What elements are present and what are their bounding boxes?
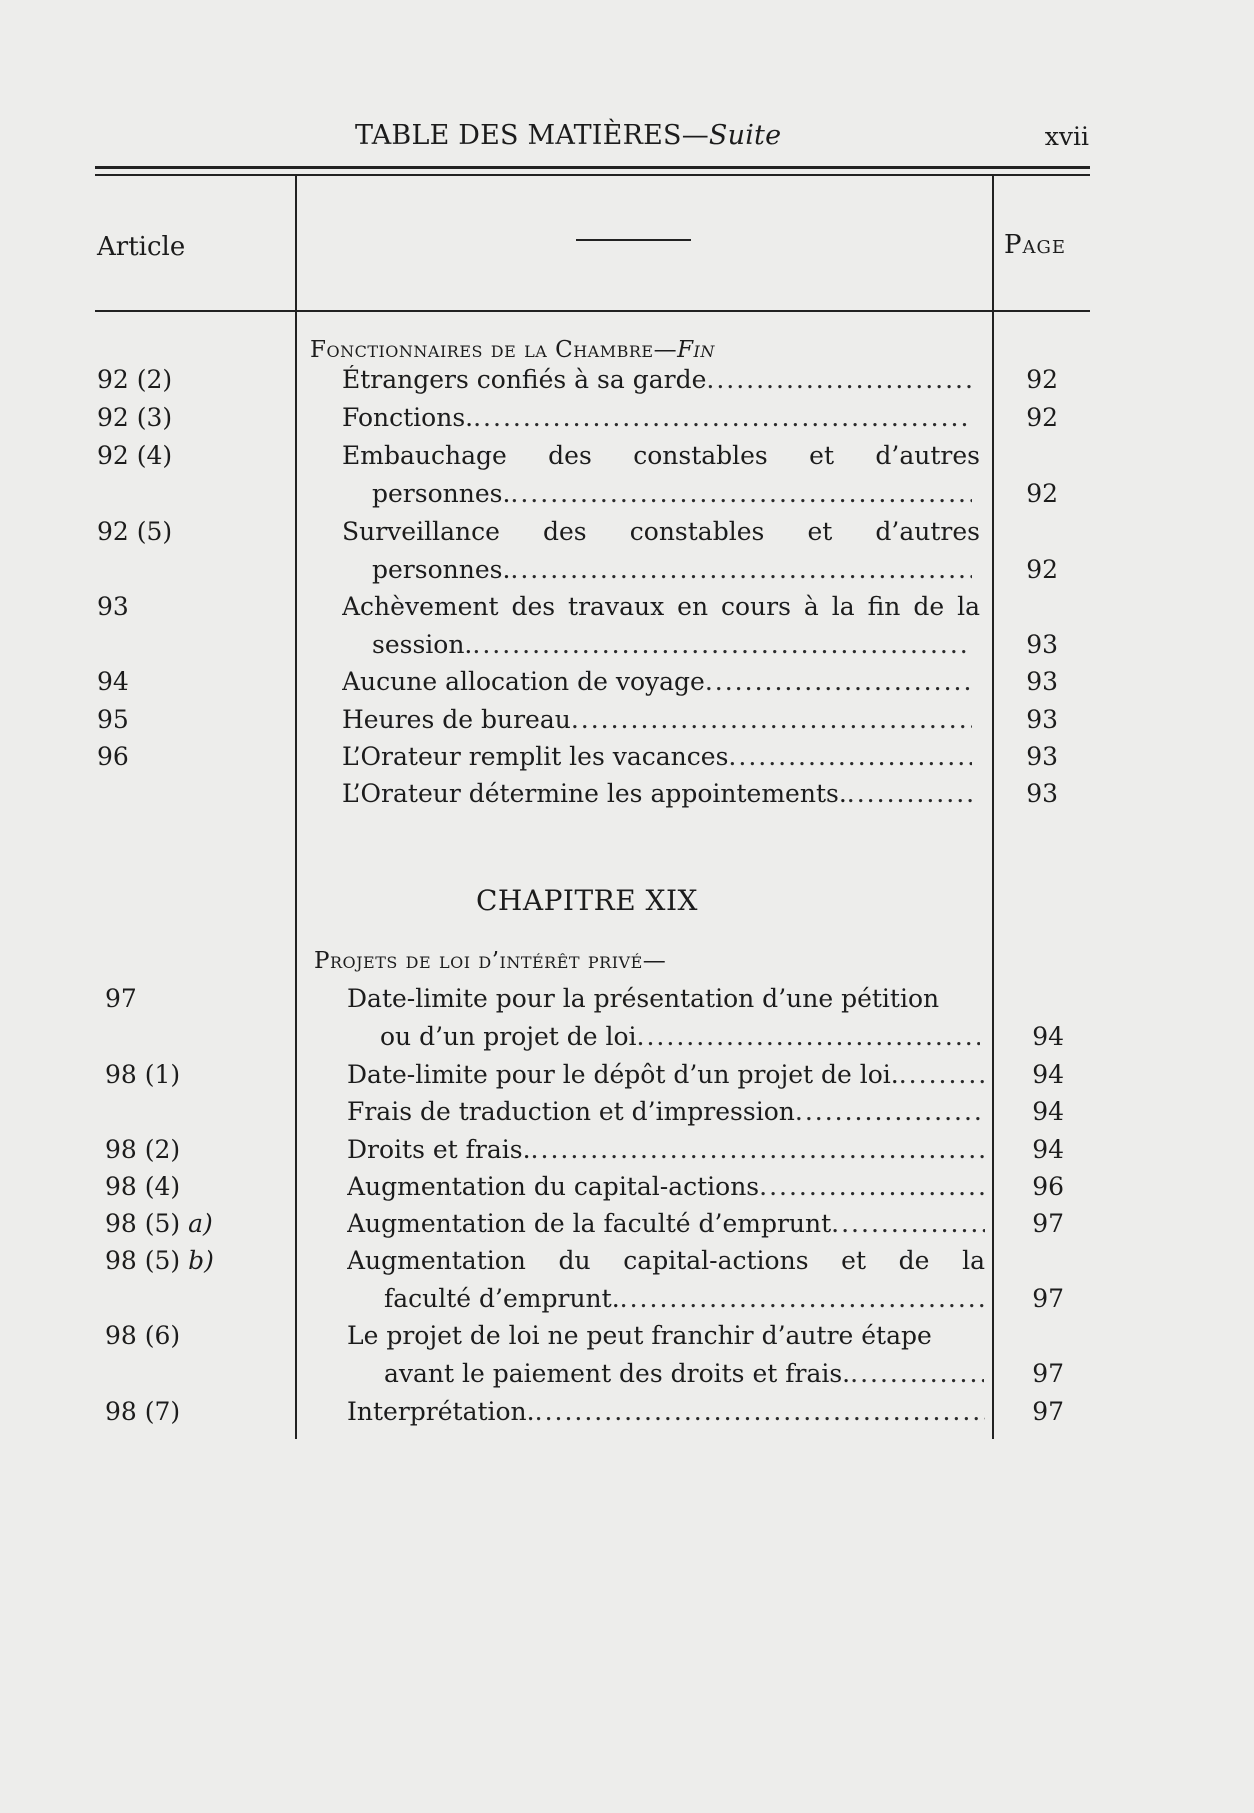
page-title <box>355 120 781 151</box>
article-number <box>105 1209 213 1238</box>
toc-entry-text: Achèvement des travaux en cours à la fin de la <box>342 592 980 621</box>
page-ref: 93 <box>1026 705 1058 734</box>
toc-entry-text: ou d’un projet de loi <box>380 1022 637 1051</box>
dot-leader <box>795 1097 985 1126</box>
toc-entry-line2 <box>372 479 972 508</box>
column-head-dash <box>576 239 691 241</box>
toc-entry <box>342 403 972 432</box>
toc-entry <box>342 742 972 771</box>
page-ref: 93 <box>1026 630 1058 659</box>
article-number <box>105 1246 214 1275</box>
page-ref: 94 <box>1032 1022 1064 1051</box>
section-heading-text: Fonctionnaires de la Chambre— <box>310 337 678 363</box>
article-number: 98 (6) <box>105 1321 181 1350</box>
toc-entry-line1 <box>347 1321 987 1350</box>
toc-entry <box>347 1172 985 1201</box>
toc-entry-text: Le projet de loi ne peut franchir d’autre étape <box>347 1321 932 1350</box>
section-heading-fonctionnaires <box>310 337 715 363</box>
dot-leader <box>637 1022 980 1051</box>
dot-leader <box>899 1060 985 1089</box>
column-divider-right <box>992 174 994 1439</box>
toc-entry-text: Étrangers confiés à sa garde <box>342 365 707 394</box>
header-rule-bottom <box>95 174 1090 176</box>
article-number: 92 (4) <box>97 441 173 470</box>
dot-leader <box>759 1172 985 1201</box>
dot-leader <box>531 1135 985 1164</box>
toc-entry-text: personnes. <box>372 479 511 508</box>
toc-entry-line1 <box>342 517 980 546</box>
article-number: 98 (7) <box>105 1397 181 1426</box>
toc-entry-line1 <box>342 441 980 470</box>
toc-entry-text: Embauchage des constables et d’autres <box>342 441 980 470</box>
toc-entry-text: Date-limite pour la présentation d’une pétition <box>347 984 940 1013</box>
article-number: 98 (2) <box>105 1135 181 1164</box>
toc-entry-line1 <box>342 592 980 621</box>
dot-leader <box>847 779 972 808</box>
toc-entry-text: Fonctions. <box>342 403 474 432</box>
chapter-title: CHAPITRE XIX <box>476 884 698 917</box>
dot-leader <box>473 403 972 432</box>
dot-leader <box>831 1209 985 1238</box>
page-ref: 97 <box>1032 1209 1064 1238</box>
section-heading-suffix: Fin <box>677 337 715 363</box>
toc-entry-text: session. <box>372 630 473 659</box>
dot-leader <box>620 1284 984 1313</box>
column-head-rule <box>95 310 1090 312</box>
column-head-article: Article <box>97 232 186 262</box>
article-number: 97 <box>105 984 137 1013</box>
section-heading-projets <box>314 948 666 974</box>
page-ref: 92 <box>1026 479 1058 508</box>
toc-entry-text: Aucune allocation de voyage <box>342 667 705 696</box>
article-number: 92 (2) <box>97 365 173 394</box>
dot-leader <box>728 742 972 771</box>
toc-entry <box>342 705 972 734</box>
article-number: 93 <box>97 592 129 621</box>
page-ref: 93 <box>1026 667 1058 696</box>
toc-entry-text: Augmentation du capital-actions et de la <box>347 1246 985 1275</box>
toc-entry-text: Augmentation de la faculté d’emprunt <box>347 1209 832 1238</box>
column-head-page: Page <box>1004 230 1067 260</box>
toc-entry-line1 <box>347 984 987 1013</box>
toc-entry <box>342 779 972 808</box>
dot-leader <box>510 479 972 508</box>
toc-entry <box>347 1209 985 1238</box>
toc-entry <box>347 1097 985 1126</box>
toc-entry <box>342 667 972 696</box>
article-number: 95 <box>97 705 129 734</box>
toc-entry-text: Date-limite pour le dépôt d’un projet de loi. <box>347 1060 899 1089</box>
article-number: 92 (3) <box>97 403 173 432</box>
dot-leader <box>705 667 972 696</box>
toc-entry-text: Droits et frais. <box>347 1135 531 1164</box>
page-ref: 92 <box>1026 555 1058 584</box>
page-ref: 94 <box>1032 1097 1064 1126</box>
toc-entry-line2 <box>380 1022 980 1051</box>
page-ref: 92 <box>1026 403 1058 432</box>
dot-leader <box>535 1397 985 1426</box>
toc-entry-line2 <box>372 555 972 584</box>
dot-leader <box>850 1359 984 1388</box>
toc-entry-text: personnes. <box>372 555 511 584</box>
dot-leader <box>571 705 972 734</box>
toc-entry-text: Frais de traduction et d’impression <box>347 1097 795 1126</box>
dot-leader <box>706 365 972 394</box>
page-ref: 92 <box>1026 365 1058 394</box>
toc-entry-text: avant le paiement des droits et frais. <box>384 1359 851 1388</box>
dot-leader <box>472 630 972 659</box>
article-number: 98 (1) <box>105 1060 181 1089</box>
page-ref: 97 <box>1032 1284 1064 1313</box>
article-number: 94 <box>97 667 129 696</box>
article-number-main: 98 (5) <box>105 1209 181 1238</box>
toc-entry <box>347 1397 985 1426</box>
section-heading-text: Projets de loi d’intérêt privé— <box>314 948 667 974</box>
toc-entry-text: L’Orateur remplit les vacances <box>342 742 729 771</box>
toc-entry <box>347 1135 985 1164</box>
page-ref: 93 <box>1026 779 1058 808</box>
toc-entry <box>347 1060 985 1089</box>
page-number: xvii <box>1044 122 1089 151</box>
toc-entry-text: Augmentation du capital-actions <box>347 1172 760 1201</box>
article-number: 98 (4) <box>105 1172 181 1201</box>
toc-entry <box>342 365 972 394</box>
article-number: 92 (5) <box>97 517 173 546</box>
toc-entry-text: L’Orateur détermine les appointements. <box>342 779 847 808</box>
article-number-main: 98 (5) <box>105 1246 181 1275</box>
toc-entry-line2 <box>384 1359 984 1388</box>
toc-entry-line2 <box>372 630 972 659</box>
header-rule-top <box>95 166 1090 169</box>
column-divider-left <box>295 174 297 1439</box>
toc-entry-line1 <box>347 1246 985 1275</box>
toc-entry-text: Heures de bureau <box>342 705 571 734</box>
page-ref: 93 <box>1026 742 1058 771</box>
toc-entry-text: Surveillance des constables et d’autres <box>342 517 980 546</box>
page-ref: 97 <box>1032 1397 1064 1426</box>
page-title-suite: Suite <box>708 120 782 151</box>
toc-entry-text: faculté d’emprunt. <box>384 1284 620 1313</box>
article-number: 96 <box>97 742 129 771</box>
page-ref: 94 <box>1032 1135 1064 1164</box>
article-number-letter: b) <box>188 1246 214 1275</box>
page-ref: 97 <box>1032 1359 1064 1388</box>
article-number-letter: a) <box>188 1209 213 1238</box>
toc-entry-text: Interprétation. <box>347 1397 535 1426</box>
dot-leader <box>510 555 972 584</box>
toc-entry-line2 <box>384 1284 984 1313</box>
page-ref: 96 <box>1032 1172 1064 1201</box>
page-title-main: TABLE DES MATIÈRES— <box>355 120 709 151</box>
page-ref: 94 <box>1032 1060 1064 1089</box>
